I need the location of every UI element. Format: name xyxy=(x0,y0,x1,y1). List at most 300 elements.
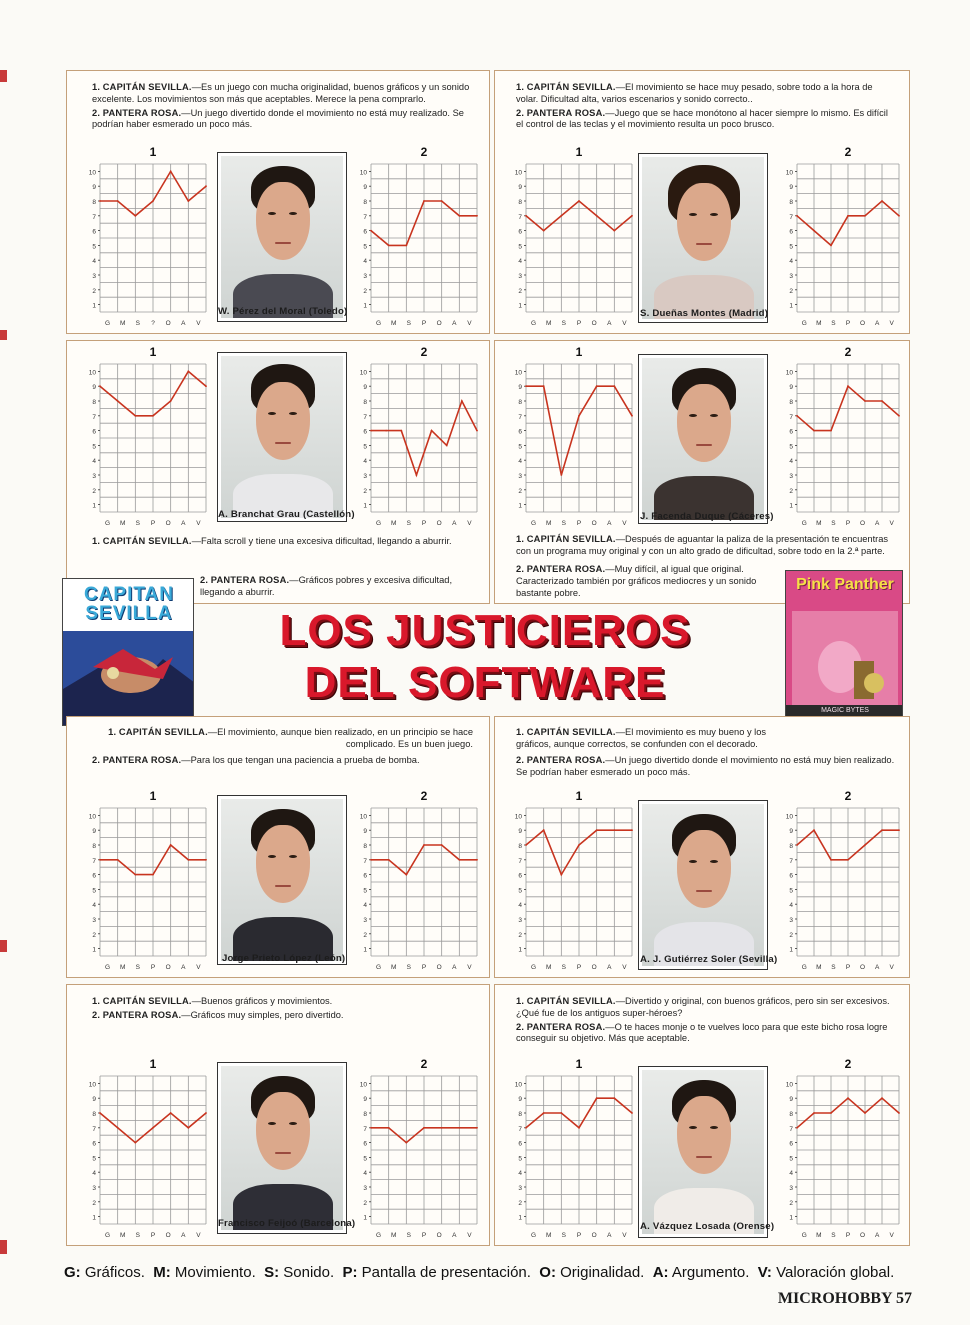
x-tick-label: M xyxy=(120,520,126,527)
y-tick-label: 2 xyxy=(92,487,96,495)
chart-title: 2 xyxy=(420,1057,428,1071)
x-tick-label: A xyxy=(874,964,880,971)
y-tick-label: 2 xyxy=(518,1199,522,1207)
rating-point xyxy=(525,385,527,387)
rating-point xyxy=(441,844,443,846)
y-tick-label: 3 xyxy=(363,473,367,480)
rating-point xyxy=(560,1112,562,1114)
x-tick-label: A xyxy=(452,964,457,971)
x-tick-label: S xyxy=(831,320,836,327)
x-tick-label: G xyxy=(105,320,111,327)
edge-mark xyxy=(0,940,7,952)
y-tick-label: 7 xyxy=(363,1125,367,1133)
y-tick-label: 5 xyxy=(363,1155,367,1163)
chart-title: 1 xyxy=(149,145,157,159)
review-text: 1. CAPITÁN SEVILLA.—Buenos gráficos y movimientos. 2. PANTERA ROSA.—Gráficos muy simples, pero divertido. xyxy=(92,996,344,1020)
y-tick-label: 10 xyxy=(88,169,96,177)
rating-point xyxy=(898,215,900,217)
rating-point xyxy=(170,171,172,173)
x-tick-label: G xyxy=(376,520,382,527)
y-tick-label: 5 xyxy=(789,243,793,251)
x-tick-label: P xyxy=(845,520,851,527)
x-tick-label: G xyxy=(105,1232,111,1239)
rating-point xyxy=(134,215,136,217)
rating-point xyxy=(152,1127,154,1129)
x-tick-label: P xyxy=(576,964,582,971)
x-tick-label: O xyxy=(591,520,597,527)
rating-point xyxy=(881,1097,883,1099)
y-tick-label: 10 xyxy=(785,369,793,377)
y-tick-label: 7 xyxy=(518,413,522,421)
y-tick-label: 7 xyxy=(92,413,96,421)
review-text: 1. CAPITÁN SEVILLA.—Después de aguantar la paliza de la presentación te encuentras con un programa muy original y con un alto grado de dificultad, sobre todo en la 2.ª parte. xyxy=(516,534,889,556)
x-tick-label: V xyxy=(622,1232,627,1239)
y-tick-label: 10 xyxy=(359,369,367,377)
rating-point xyxy=(405,874,407,876)
rating-point xyxy=(578,200,580,202)
x-tick-label: M xyxy=(546,964,552,971)
review-text: 1. CAPITÁN SEVILLA.—El movimiento se hace muy pesado, sobre todo a la hora de volar. Dificultad alta, varios escenarios y sonido correcto.. 2. PANTERA ROSA.—Juego que se hace monótono al hacer siempre lo mismo. Es difícil el control de las teclas y el movimiento resulta un poco brusco. xyxy=(516,82,888,130)
reviewer-photo xyxy=(638,800,768,970)
y-tick-label: 6 xyxy=(92,428,96,436)
rating-point xyxy=(613,230,615,232)
x-tick-label: S xyxy=(561,320,567,327)
x-tick-label: S xyxy=(831,964,836,971)
y-tick-label: 7 xyxy=(789,213,793,221)
y-tick-label: 6 xyxy=(363,228,367,236)
legend xyxy=(64,1264,924,1281)
x-tick-label: G xyxy=(105,520,111,527)
y-tick-label: 4 xyxy=(363,458,367,466)
x-tick-label: O xyxy=(860,964,866,971)
y-tick-label: 6 xyxy=(789,428,793,436)
x-tick-label: M xyxy=(816,964,822,971)
rating-point xyxy=(117,859,119,861)
rating-point xyxy=(864,1112,866,1114)
rating-point xyxy=(205,385,207,387)
y-tick-label: 1 xyxy=(363,502,367,510)
y-tick-label: 4 xyxy=(518,258,522,266)
x-tick-label: G xyxy=(531,964,537,971)
legend-item: S: Sonido. xyxy=(264,1264,335,1281)
rating-point xyxy=(525,215,527,217)
x-tick-label: P xyxy=(576,320,582,327)
y-tick-label: 9 xyxy=(363,1096,367,1104)
rating-point xyxy=(596,1097,598,1099)
y-tick-label: 5 xyxy=(92,1155,96,1163)
y-tick-label: 6 xyxy=(789,872,793,880)
y-tick-label: 3 xyxy=(518,473,522,480)
y-tick-label: 4 xyxy=(789,258,793,266)
y-tick-label: 7 xyxy=(789,413,793,421)
rating-chart xyxy=(500,142,640,332)
x-tick-label: P xyxy=(576,1232,582,1239)
y-tick-label: 4 xyxy=(789,458,793,466)
y-tick-label: 8 xyxy=(363,399,367,406)
y-tick-label: 8 xyxy=(92,199,96,206)
x-tick-label: G xyxy=(531,320,537,327)
y-tick-label: 8 xyxy=(92,1111,96,1118)
cover-title: Pink Panther xyxy=(796,576,894,593)
y-tick-label: 6 xyxy=(518,872,522,880)
rating-point xyxy=(596,829,598,831)
y-tick-label: 10 xyxy=(359,813,367,821)
rating-point xyxy=(847,385,849,387)
y-tick-label: 4 xyxy=(518,902,522,910)
y-tick-label: 7 xyxy=(363,213,367,221)
rating-point xyxy=(134,1142,136,1144)
x-tick-label: O xyxy=(860,320,866,327)
rating-point xyxy=(187,1127,189,1129)
rating-point xyxy=(898,415,900,417)
chart-title: 1 xyxy=(149,1057,157,1071)
x-tick-label: A xyxy=(452,1232,457,1239)
x-tick-label: M xyxy=(391,520,397,527)
x-tick-label: V xyxy=(196,964,201,971)
reviewer-name: A. Branchat Grau (Castellón) xyxy=(218,509,355,520)
y-tick-label: 9 xyxy=(789,828,793,836)
y-tick-label: 7 xyxy=(363,413,367,421)
y-tick-label: 9 xyxy=(789,1096,793,1104)
y-tick-label: 3 xyxy=(789,917,793,924)
x-tick-label: G xyxy=(531,1232,537,1239)
x-tick-label: M xyxy=(391,1232,397,1239)
reviewer-photo xyxy=(638,1066,768,1238)
x-tick-label: S xyxy=(135,1232,141,1239)
y-tick-label: 6 xyxy=(92,1140,96,1148)
y-tick-label: 7 xyxy=(518,213,522,221)
x-tick-label: A xyxy=(181,520,186,527)
reviewer-photo xyxy=(217,1062,347,1234)
y-tick-label: 9 xyxy=(92,828,96,836)
x-tick-label: V xyxy=(467,1232,472,1239)
chart-title: 1 xyxy=(575,789,583,803)
y-tick-label: 6 xyxy=(518,228,522,236)
legend-item: A: Argumento. xyxy=(652,1264,750,1281)
page-title-line-1: LOS JUSTICIEROS xyxy=(279,606,691,655)
x-tick-label: P xyxy=(150,1232,156,1239)
rating-point xyxy=(99,385,101,387)
rating-point xyxy=(476,1127,478,1129)
y-tick-label: 10 xyxy=(514,1081,522,1089)
x-tick-label: A xyxy=(181,964,186,971)
x-tick-label: A xyxy=(181,1232,186,1239)
rating-point xyxy=(400,430,402,432)
rating-point xyxy=(847,1097,849,1099)
x-tick-label: M xyxy=(546,320,552,327)
x-tick-label: V xyxy=(889,520,894,527)
rating-point xyxy=(370,230,372,232)
chart-title: 2 xyxy=(844,145,852,159)
x-tick-label: V xyxy=(889,320,894,327)
page-footer xyxy=(778,1290,912,1308)
legend-item: O: Originalidad. xyxy=(539,1264,645,1281)
y-tick-label: 10 xyxy=(785,169,793,177)
x-tick-label: P xyxy=(576,520,582,527)
y-tick-label: 7 xyxy=(518,1125,522,1133)
rating-point xyxy=(205,859,207,861)
rating-point xyxy=(423,844,425,846)
page-title-line-2: DEL SOFTWARE xyxy=(304,658,666,707)
x-tick-label: M xyxy=(816,320,822,327)
legend-item: G: Gráficos. xyxy=(64,1264,145,1281)
edge-mark xyxy=(0,70,7,82)
x-tick-label: S xyxy=(135,520,141,527)
rating-point xyxy=(847,859,849,861)
magazine-name: MICROHOBBY xyxy=(777,1290,892,1307)
review-text: 1. CAPITÁN SEVILLA.—Falta scroll y tiene una excesiva dificultad, llegando a aburrir. xyxy=(92,536,452,546)
rating-point xyxy=(152,415,154,417)
y-tick-label: 6 xyxy=(363,872,367,880)
chart-title: 2 xyxy=(844,789,852,803)
x-tick-label: V xyxy=(889,964,894,971)
x-tick-label: G xyxy=(531,520,537,527)
y-tick-label: 9 xyxy=(363,184,367,192)
x-tick-label: P xyxy=(421,520,427,527)
y-tick-label: 2 xyxy=(789,487,793,495)
rating-point xyxy=(864,400,866,402)
y-tick-label: 5 xyxy=(789,887,793,895)
y-tick-label: 5 xyxy=(92,243,96,251)
rating-point xyxy=(205,185,207,187)
x-tick-label: V xyxy=(196,1232,201,1239)
y-tick-label: 4 xyxy=(789,902,793,910)
x-tick-label: A xyxy=(607,520,612,527)
rating-point xyxy=(578,844,580,846)
x-tick-label: S xyxy=(561,520,567,527)
edge-mark xyxy=(0,330,7,340)
x-tick-label: S xyxy=(406,320,412,327)
rating-point xyxy=(170,844,172,846)
y-tick-label: 8 xyxy=(92,843,96,850)
x-tick-label: M xyxy=(391,964,397,971)
x-tick-label: A xyxy=(181,320,186,327)
y-tick-label: 3 xyxy=(789,273,793,280)
y-tick-label: 6 xyxy=(92,228,96,236)
reviewer-name: S. Dueñas Montes (Madrid) xyxy=(640,308,769,319)
x-tick-label: G xyxy=(376,964,382,971)
x-tick-label: G xyxy=(801,520,807,527)
y-tick-label: 2 xyxy=(518,487,522,495)
y-tick-label: 1 xyxy=(789,302,793,310)
rating-point xyxy=(476,430,478,432)
x-tick-label: A xyxy=(452,520,457,527)
rating-chart xyxy=(74,342,214,532)
y-tick-label: 9 xyxy=(518,828,522,836)
y-tick-label: 8 xyxy=(363,1111,367,1118)
rating-point xyxy=(525,844,527,846)
y-tick-label: 9 xyxy=(363,384,367,392)
chart-title: 2 xyxy=(844,1057,852,1071)
y-tick-label: 3 xyxy=(518,1185,522,1192)
y-tick-label: 10 xyxy=(88,1081,96,1089)
x-tick-label: V xyxy=(467,964,472,971)
reviewer-photo xyxy=(638,153,768,323)
rating-point xyxy=(864,215,866,217)
reviewer-name: Jorge Prieto López (León) xyxy=(222,953,346,964)
rating-point xyxy=(796,844,798,846)
rating-point xyxy=(134,415,136,417)
rating-point xyxy=(631,1112,633,1114)
chart-title: 1 xyxy=(575,145,583,159)
x-tick-label: O xyxy=(436,1232,442,1239)
rating-point xyxy=(370,430,372,432)
rating-point xyxy=(613,385,615,387)
y-tick-label: 5 xyxy=(518,1155,522,1163)
x-tick-label: O xyxy=(591,964,597,971)
rating-point xyxy=(416,474,418,476)
y-tick-label: 6 xyxy=(518,1140,522,1148)
x-tick-label: O xyxy=(860,520,866,527)
x-tick-label: S xyxy=(561,1232,567,1239)
y-tick-label: 5 xyxy=(363,243,367,251)
y-tick-label: 1 xyxy=(92,302,96,310)
reviewer-photo xyxy=(217,795,347,965)
y-tick-label: 3 xyxy=(518,273,522,280)
rating-chart xyxy=(771,786,907,976)
y-tick-label: 7 xyxy=(789,1125,793,1133)
x-tick-label: O xyxy=(591,1232,597,1239)
y-tick-label: 1 xyxy=(518,946,522,954)
x-tick-label: A xyxy=(607,964,612,971)
y-tick-label: 2 xyxy=(789,1199,793,1207)
rating-point xyxy=(543,230,545,232)
rating-point xyxy=(458,215,460,217)
rating-point xyxy=(560,874,562,876)
y-tick-label: 3 xyxy=(518,917,522,924)
rating-point xyxy=(560,215,562,217)
y-tick-label: 1 xyxy=(92,946,96,954)
x-tick-label: O xyxy=(165,320,171,327)
rating-point xyxy=(187,200,189,202)
legend-item: M: Movimiento. xyxy=(153,1264,256,1281)
y-tick-label: 8 xyxy=(518,1111,522,1118)
page-number: 57 xyxy=(896,1290,912,1307)
x-tick-label: A xyxy=(874,520,880,527)
reviewer-name: Francisco Feijoó (Barcelona) xyxy=(218,1218,356,1229)
rating-point xyxy=(560,474,562,476)
rating-point xyxy=(881,200,883,202)
y-tick-label: 5 xyxy=(518,887,522,895)
review-text: 1. CAPITÁN SEVILLA.—Divertido y original, con buenos gráficos, pero sin ser excesivos. ¿Qué fue de los antiguos super-héroes? 2. PANTERA ROSA.—O te haces monje o te vuelves loco para que este bicho rosa logre conseguir su objetivo. Más que aceptable. xyxy=(516,996,890,1044)
x-tick-label: O xyxy=(165,520,171,527)
rating-point xyxy=(830,430,832,432)
y-tick-label: 4 xyxy=(92,1170,96,1178)
rating-chart xyxy=(771,342,907,532)
x-tick-label: S xyxy=(831,520,836,527)
rating-point xyxy=(476,859,478,861)
y-tick-label: 6 xyxy=(789,1140,793,1148)
x-tick-label: P xyxy=(421,1232,427,1239)
chart-title: 2 xyxy=(420,789,428,803)
x-tick-label: O xyxy=(591,320,597,327)
rating-point xyxy=(441,200,443,202)
y-tick-label: 6 xyxy=(789,228,793,236)
rating-point xyxy=(813,430,815,432)
rating-point xyxy=(631,215,633,217)
y-tick-label: 4 xyxy=(518,1170,522,1178)
rating-point xyxy=(99,859,101,861)
reviewer-photo xyxy=(217,152,347,322)
x-tick-label: O xyxy=(165,964,171,971)
reviewer-name: A. J. Gutiérrez Soler (Sevilla) xyxy=(640,954,778,965)
y-tick-label: 2 xyxy=(92,1199,96,1207)
y-tick-label: 4 xyxy=(92,258,96,266)
rating-point xyxy=(578,1127,580,1129)
rating-point xyxy=(423,1127,425,1129)
y-tick-label: 1 xyxy=(789,502,793,510)
rating-point xyxy=(187,371,189,373)
y-tick-label: 3 xyxy=(789,473,793,480)
x-tick-label: A xyxy=(452,320,457,327)
x-tick-label: S xyxy=(135,320,141,327)
y-tick-label: 9 xyxy=(92,384,96,392)
x-tick-label: O xyxy=(436,320,442,327)
chart-title: 2 xyxy=(844,345,852,359)
y-tick-label: 6 xyxy=(363,1140,367,1148)
y-tick-label: 9 xyxy=(789,184,793,192)
y-tick-label: 3 xyxy=(92,1185,96,1192)
rating-chart xyxy=(74,142,214,332)
rating-point xyxy=(543,829,545,831)
y-tick-label: 8 xyxy=(789,1111,793,1118)
reviewer-name: W. Pérez del Moral (Toledo) xyxy=(218,306,348,317)
x-tick-label: M xyxy=(816,520,822,527)
rating-point xyxy=(796,415,798,417)
y-tick-label: 3 xyxy=(363,917,367,924)
y-tick-label: 10 xyxy=(514,169,522,177)
y-tick-label: 2 xyxy=(363,487,367,495)
x-tick-label: G xyxy=(376,1232,382,1239)
review-text: 2. PANTERA ROSA.—Gráficos pobres y excesiva dificultad, llegando a aburrir. xyxy=(200,575,453,597)
x-tick-label: V xyxy=(467,520,472,527)
x-tick-label: P xyxy=(421,320,427,327)
reviewer-name: J. Facenda Duque (Cáceres) xyxy=(640,511,774,522)
y-tick-label: 2 xyxy=(363,1199,367,1207)
y-tick-label: 5 xyxy=(363,887,367,895)
chart-title: 1 xyxy=(575,345,583,359)
y-tick-label: 3 xyxy=(92,473,96,480)
rating-point xyxy=(99,200,101,202)
x-tick-label: ? xyxy=(151,320,155,327)
rating-chart xyxy=(345,142,485,332)
rating-point xyxy=(813,230,815,232)
rating-point xyxy=(170,400,172,402)
x-tick-label: M xyxy=(120,964,126,971)
rating-point xyxy=(613,829,615,831)
y-tick-label: 10 xyxy=(359,169,367,177)
edge-mark xyxy=(0,1240,7,1254)
y-tick-label: 9 xyxy=(363,828,367,836)
x-tick-label: S xyxy=(561,964,567,971)
rating-point xyxy=(525,1127,527,1129)
rating-point xyxy=(813,829,815,831)
y-tick-label: 3 xyxy=(92,273,96,280)
y-tick-label: 9 xyxy=(92,1096,96,1104)
y-tick-label: 8 xyxy=(363,843,367,850)
x-tick-label: V xyxy=(622,964,627,971)
y-tick-label: 8 xyxy=(518,399,522,406)
rating-point xyxy=(830,859,832,861)
y-tick-label: 3 xyxy=(92,917,96,924)
x-tick-label: V xyxy=(196,320,201,327)
y-tick-label: 10 xyxy=(88,369,96,377)
y-tick-label: 1 xyxy=(363,946,367,954)
x-tick-label: G xyxy=(801,964,807,971)
rating-point xyxy=(864,844,866,846)
y-tick-label: 1 xyxy=(92,502,96,510)
rating-point xyxy=(461,400,463,402)
